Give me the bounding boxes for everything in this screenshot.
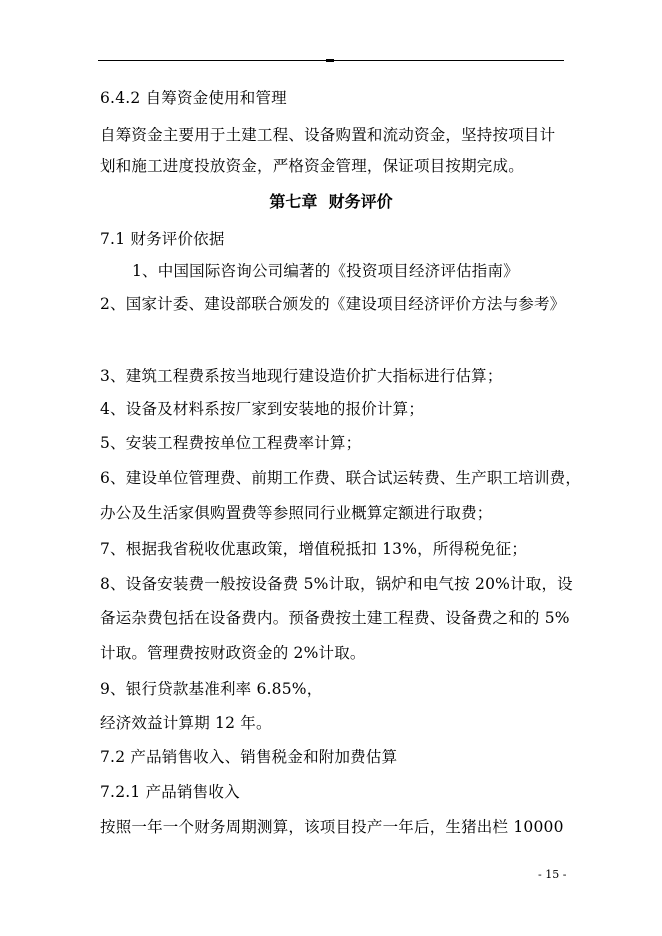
list-item: 3、建筑工程费系按当地现行建设造价扩大指标进行估算； <box>100 367 503 385</box>
page-number: - 15 - <box>538 868 567 881</box>
list-item: 6、建设单位管理费、前期工作费、联合试运转费、生产职工培训费， <box>100 469 582 487</box>
list-item-continuation: 备运杂费包括在设备费内。预备费按土建工程费、设备费之和的 5% <box>100 609 570 627</box>
section-72-title: 7.2 产品销售收入、销售税金和附加费估算 <box>100 748 398 766</box>
header-mark <box>326 59 334 62</box>
section-642-title: 6.4.2 自筹资金使用和管理 <box>100 89 287 107</box>
list-item: 7、根据我省税收优惠政策，增值税抵扣 13%，所得税免征； <box>100 540 528 558</box>
section-71-title: 7.1 财务评价依据 <box>100 230 225 248</box>
list-item: 4、设备及材料系按厂家到安装地的报价计算； <box>100 400 425 418</box>
list-item: 2、国家计委、建设部联合颁发的《建设项目经济评价方法与参考》 <box>100 295 566 313</box>
paragraph-line: 划和施工进度投放资金，严格资金管理，保证项目按期完成。 <box>100 157 524 175</box>
list-item: 9、银行贷款基准利率 6.85%， <box>100 680 323 698</box>
list-item: 8、设备安装费一般按设备费 5%计取，锅炉和电气按 20%计取，设 <box>100 575 573 593</box>
chapter-title: 第七章 财务评价 <box>269 192 393 211</box>
paragraph-line: 按照一年一个财务周期测算，该项目投产一年后，生猪出栏 10000 <box>100 818 564 836</box>
list-item-continuation: 经济效益计算期 12 年。 <box>100 714 272 732</box>
list-item: 1、中国国际咨询公司编著的《投资项目经济评估指南》 <box>132 262 519 280</box>
paragraph-line: 自筹资金主要用于土建工程、设备购置和流动资金，坚持按项目计 <box>100 126 556 144</box>
list-item-continuation: 办公及生活家俱购置费等参照同行业概算定额进行取费； <box>100 504 493 522</box>
list-item-continuation: 计取。管理费按财政资金的 2%计取。 <box>100 644 366 662</box>
list-item: 5、安装工程费按单位工程费率计算； <box>100 434 362 452</box>
section-721-title: 7.2.1 产品销售收入 <box>100 783 240 801</box>
